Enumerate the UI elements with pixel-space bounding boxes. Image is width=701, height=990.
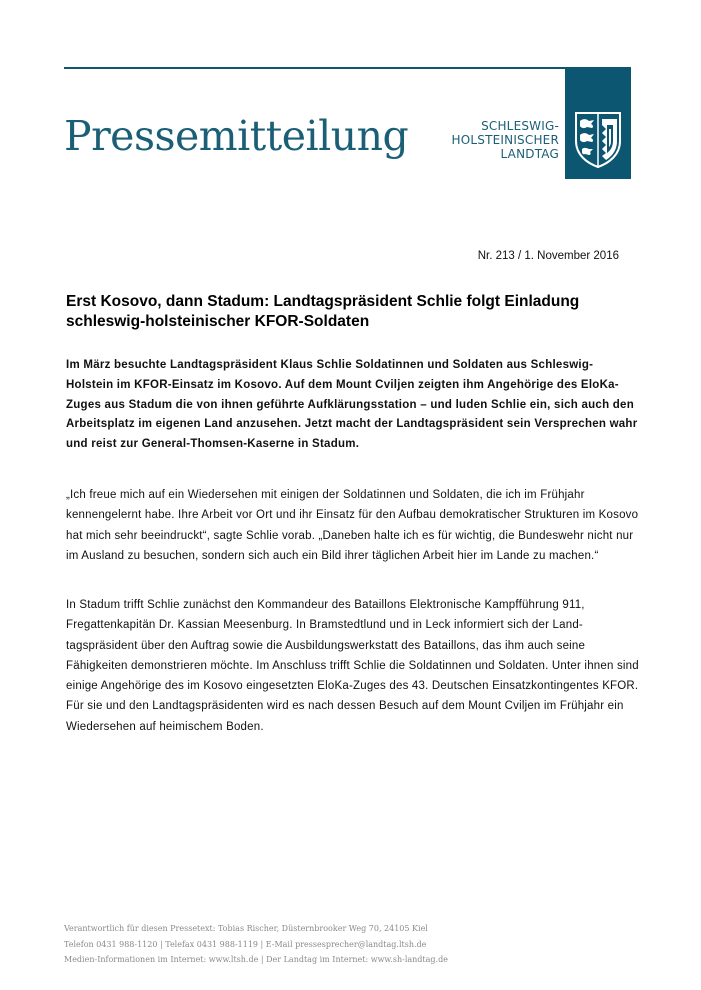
footer-line: Verantwortlich für diesen Pressetext: Tobias Rischer, Düsternbrooker Weg 70, 24105 Kiel <box>64 924 428 933</box>
schleswig-holstein-crest-icon <box>573 111 623 169</box>
headline: Erst Kosovo, dann Stadum: Landtagspräsident Schlie folgt Einladung schleswig-holsteinischer KFOR-Soldaten <box>66 293 580 330</box>
landtag-wordmark <box>452 119 559 161</box>
landtag-wordmark-line: SCHLESWIG- <box>481 119 559 133</box>
landtag-wordmark-line: LANDTAG <box>500 147 559 161</box>
footer-contact <box>64 921 664 968</box>
footer-line: Medien-Informationen im Internet: www.ltsh.de | Der Landtag im Internet: www.sh-landtag.de <box>64 955 448 964</box>
body-paragraph: „Ich freue mich auf ein Wiedersehen mit einigen der Soldatinnen und Soldaten, die ich im Frühjahr kennengelernt habe. Ihre Arbeit vor Ort und ihr Einsatz für den Aufbau demokratischer Strukturen im Kosovo hat mich sehr beeindruckt“, sagte Schlie vorab. „Daneben halte ich es für wichtig, die Bundeswehr nicht nur im Ausland zu besuchen, sondern sich auch ein Bild ihrer täglichen Arbeit hier im Lande zu machen.“ <box>66 489 639 562</box>
header-rule <box>64 67 630 69</box>
landtag-wordmark-line: HOLSTEINISCHER <box>451 133 559 147</box>
footer-line: Telefon 0431 988-1120 | Telefax 0431 988-1119 | E-Mail pressesprecher@landtag.ltsh.de <box>64 939 427 949</box>
landtag-logo <box>565 67 631 179</box>
page-title: Pressemitteilung <box>64 112 409 160</box>
lead-paragraph: Im März besuchte Landtagspräsident Klaus Schlie Soldatinnen und Soldaten aus Schleswig-Holstein im KFOR-Einsatz im Kosovo. Auf dem Mount Cviljen zeigten ihm Angehörige des EloKa-Zuges aus Stadum die von ihnen geführte Aufklärungsstation – und luden Schlie ein, sich auch den Arbeitsplatz im eigenen Land anzusehen. Jetzt macht der Landtagspräsident sein Versprechen wahr und reist zur General-Thomsen-Kaserne in Stadum. <box>66 359 638 451</box>
issue-number-date: Nr. 213 / 1. November 2016 <box>477 250 619 262</box>
body-paragraph: In Stadum trifft Schlie zunächst den Kommandeur des Bataillons Elektronische Kampfführung 911, Fregattenkapitän Dr. Kassian Meesenburg. In Bramstedtlund und in Leck informiert sich der Land-tagspräsident über den Auftrag sowie die Ausbildungswerkstatt des Bataillons, das ihm auch seine Fähigkeiten demonstrieren möchte. Im Anschluss trifft Schlie die Soldatinnen und Soldaten. Unter ihnen sind einige Angehörige des im Kosovo eingesetzten EloKa-Zuges des 43. Deutschen Einsatzkontingentes KFOR. Für sie und den Landtagspräsidenten wird es nach dessen Besuch auf dem Mount Cviljen im Frühjahr ein Wiedersehen auf heimischem Boden. <box>66 599 639 733</box>
